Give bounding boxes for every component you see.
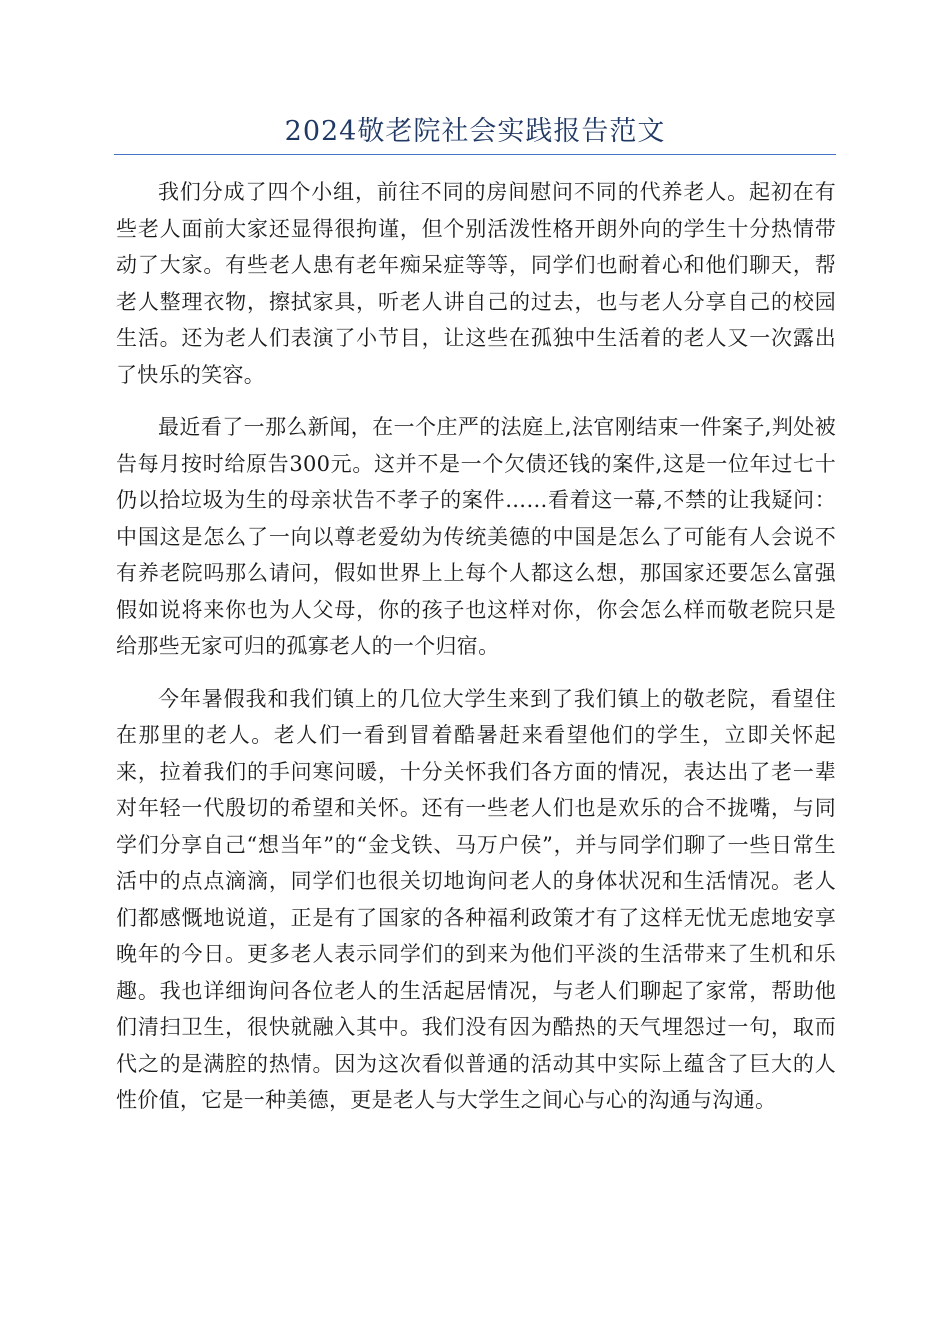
paragraph-1: 我们分成了四个小组，前往不同的房间慰问不同的代养老人。起初在有些老人面前大家还显得很拘谨，但个别活泼性格开朗外向的学生十分热情带动了大家。有些老人患有老年痴呆症等等，同学们也耐着心和他们聊天，帮老人整理衣物，擦拭家具，听老人讲自己的过去，也与老人分享自己的校园生活。还为老人们表演了小节目，让这些在孤独中生活着的老人又一次露出了快乐的笑容。 xyxy=(116,180,836,387)
paragraph-2: 最近看了一那么新闻，在一个庄严的法庭上,法官刚结束一件案子,判处被告每月按时给原告300元。这并不是一个欠债还钱的案件,这是一位年过七十仍以拾垃圾为生的母亲状告不孝子的案件……看着这一幕,不禁的让我疑问：中国这是怎么了一向以尊老爱幼为传统美德的中国是怎么了可能有人会说不有养老院吗那么请问，假如世界上上每个人都这么想，那国家还要怎么富强假如说将来你也为人父母，你的孩子也这样对你，你会怎么样而敬老院只是给那些无家可归的孤寡老人的一个归宿。 xyxy=(116,415,836,658)
title-underline xyxy=(114,154,836,155)
document-title: 2024敬老院社会实践报告范文 xyxy=(284,116,666,147)
paragraph-3: 今年暑假我和我们镇上的几位大学生来到了我们镇上的敬老院，看望住在那里的老人。老人们一看到冒着酷暑赶来看望他们的学生，立即关怀起来，拉着我们的手问寒问暖，十分关怀我们各方面的情况，表达出了老一辈对年轻一代殷切的希望和关怀。还有一些老人们也是欢乐的合不拢嘴，与同学们分享自己“想当年”的“金戈铁、马万户侯”，并与同学们聊了一些日常生活中的点点滴滴，同学们也很关切地询问老人的身体状况和生活情况。老人们都感慨地说道，正是有了国家的各种福利政策才有了这样无忧无虑地安享晚年的今日。更多老人表示同学们的到来为他们平淡的生活带来了生机和乐趣。我也详细询问各位老人的生活起居情况，与老人们聊起了家常，帮助他们清扫卫生，很快就融入其中。我们没有因为酷热的天气埋怨过一句，取而代之的是满腔的热情。因为这次看似普通的活动其中实际上蕴含了巨大的人性价值，它是一种美德，更是老人与大学生之间心与心的沟通与沟通。 xyxy=(116,686,836,1112)
document-body xyxy=(116,174,836,1135)
